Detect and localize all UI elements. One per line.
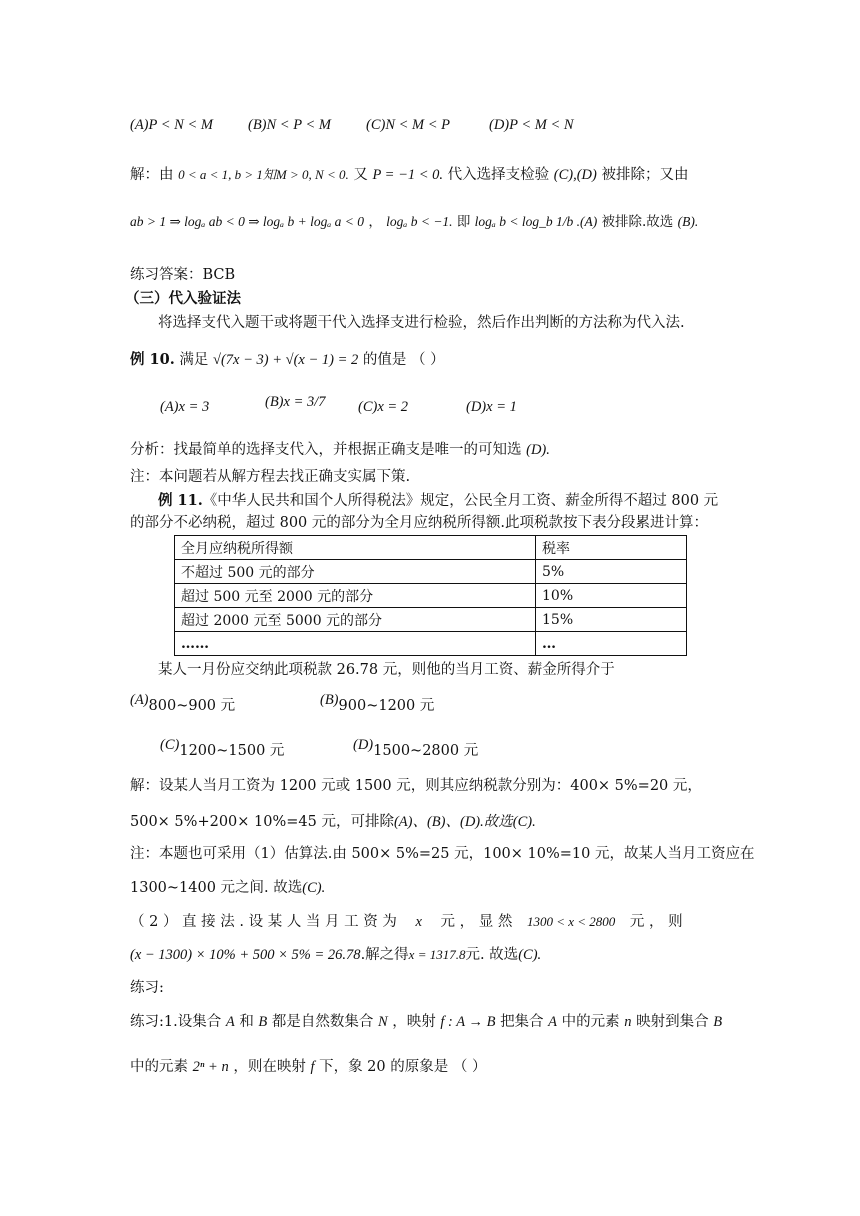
ex11-note-4 xyxy=(130,945,541,965)
ex10-choice-a: (A)x = 3 xyxy=(160,399,210,415)
practice-heading: 练习: xyxy=(130,980,164,996)
table-row xyxy=(175,632,687,656)
solution-math: (B). xyxy=(677,214,699,229)
note-math: x xyxy=(415,914,422,930)
choice-label: (D) xyxy=(353,737,374,753)
ex11-solution-2 xyxy=(130,812,536,832)
solution-text: 被排除.故选 xyxy=(601,214,674,230)
table-cell: 15% xyxy=(536,608,687,632)
section-heading: （三）代入验证法 xyxy=(125,290,241,307)
ex10-choice-d: (D)x = 1 xyxy=(466,399,517,415)
example-text: 的值是 （ ） xyxy=(362,352,445,368)
practice-text: ，则在映射 xyxy=(233,1059,306,1075)
solution-math: logₐ b < −1. xyxy=(386,214,453,229)
choice-label: (C) xyxy=(160,737,180,753)
practice-text: 都是自然数集合 xyxy=(271,1014,374,1030)
solution-text: 500× 5%+200× 10%=45 元，可排除 xyxy=(130,814,394,830)
table-cell: 5% xyxy=(536,560,687,584)
ex11-note-1: 注：本题也可采用（1）估算法.由 500× 5%=25 元，100× 10%=10 元，故某人当月工资应在 xyxy=(130,846,755,862)
table-row xyxy=(175,560,687,584)
solution-text: 解：由 xyxy=(130,167,174,183)
table-cell: 10% xyxy=(536,584,687,608)
note-text: 元. 故选 xyxy=(465,947,519,963)
solution-math: (A)、(B)、(D).故选(C). xyxy=(393,814,536,830)
ex11-solution-1: 解：设某人当月工资为 1200 元或 1500 元，则其应纳税款分别为：400× 5%=20 元， xyxy=(130,778,702,794)
note-text: 1300~1400 元之间. 故选 xyxy=(130,880,303,896)
example-text: 《中华人民共和国个人所得税法》规定，公民全月工资、薪金所得不超过 800 元 xyxy=(202,493,719,509)
practice-math: N xyxy=(378,1014,388,1030)
note-text: 元 ， 显 然 xyxy=(440,914,513,930)
note-text: （ 2 ） 直 接 法 . 设 某 人 当 月 工 资 为 xyxy=(130,914,397,930)
solution-line-1 xyxy=(130,165,688,185)
practice-math: A xyxy=(225,1014,235,1030)
ex10-choice-c: (C)x = 2 xyxy=(358,399,409,415)
solution-text: 被排除；又由 xyxy=(601,167,689,183)
practice-text: 把集合 xyxy=(500,1014,544,1030)
practice-math: n xyxy=(624,1014,632,1030)
ex11-choice-d xyxy=(353,737,479,761)
note-text: 元 ， 则 xyxy=(629,914,683,930)
example-equation: √(7x − 3) + √(x − 1) = 2 xyxy=(213,352,359,368)
table-cell: … xyxy=(536,632,687,656)
note-math: (C). xyxy=(518,947,542,963)
example-11-question: 某人一月份应交纳此项税款 26.78 元，则他的当月工资、薪金所得介于 xyxy=(158,662,615,678)
tax-rate-table xyxy=(174,535,687,656)
choice-a: (A)P < N < M xyxy=(130,117,213,133)
practice-math: B xyxy=(713,1014,723,1030)
ex11-choice-a xyxy=(130,692,236,716)
practice-question-2 xyxy=(130,1057,486,1077)
note-math: (x − 1300) × 10% + 500 × 5% = 26.78 xyxy=(130,947,361,963)
solution-math: logₐ b < log_b 1/b .(A) xyxy=(474,214,598,229)
example-10-note: 注：本问题若从解方程去找正确支实属下策. xyxy=(130,469,411,485)
practice-math: f : A → B xyxy=(440,1014,496,1030)
note-math: 1300 < x < 2800 xyxy=(526,914,616,929)
choice-b: (B)N < P < M xyxy=(248,117,331,133)
table-header-row xyxy=(175,536,687,560)
table-row xyxy=(175,584,687,608)
solution-line-2 xyxy=(130,212,698,232)
example-label: 例 11. xyxy=(158,492,203,509)
choice-value: 1200~1500 元 xyxy=(179,743,285,759)
example-11-line-1 xyxy=(158,491,718,511)
practice-text: 下，象 20 的原象是 （ ） xyxy=(319,1059,487,1075)
choice-value: 1500~2800 元 xyxy=(373,743,479,759)
solution-math: 0 < a < 1, b > 1知M > 0, N < 0. xyxy=(178,167,349,182)
table-header-cell: 税率 xyxy=(536,536,687,560)
practice-answer: 练习答案：BCB xyxy=(130,267,236,283)
solution-text: 代入选择支检验 xyxy=(447,167,550,183)
practice-text: 中的元素 xyxy=(561,1014,620,1030)
choice-c: (C)N < M < P xyxy=(366,117,451,133)
solution-text: 又 xyxy=(353,167,368,183)
ex11-note-3 xyxy=(130,912,683,932)
choice-d: (D)P < M < N xyxy=(489,117,574,133)
practice-text: 和 xyxy=(239,1014,254,1030)
table-cell: 超过 500 元至 2000 元的部分 xyxy=(175,584,536,608)
solution-text: 即 xyxy=(456,214,471,230)
analysis-text: 分析：找最简单的选择支代入，并根据正确支是唯一的可知选 xyxy=(130,442,522,458)
solution-math: (C),(D) xyxy=(553,167,597,183)
example-label: 例 10. xyxy=(130,351,175,368)
note-math: (C). xyxy=(302,880,326,896)
table-cell: …… xyxy=(175,632,536,656)
example-10-analysis xyxy=(130,440,550,460)
example-10-question xyxy=(130,350,445,370)
example-11-line-2: 的部分不必纳税，超过 800 元的部分为全月应纳税所得额.此项税款按下表分段累进计算： xyxy=(130,515,708,531)
solution-math: P = −1 < 0. xyxy=(372,167,444,183)
ex11-choice-c xyxy=(160,737,285,761)
choice-value: 900~1200 元 xyxy=(338,698,435,714)
table-cell: 不超过 500 元的部分 xyxy=(175,560,536,584)
table-row xyxy=(175,608,687,632)
note-math: x = 1317.8 xyxy=(408,947,466,962)
practice-text: 映射到集合 xyxy=(636,1014,709,1030)
ex10-choice-b: (B)x = 3/7 xyxy=(265,394,326,410)
practice-text: 练习:1.设集合 xyxy=(130,1014,222,1030)
practice-math: A xyxy=(548,1014,558,1030)
analysis-choice: (D). xyxy=(526,442,550,458)
practice-math: B xyxy=(258,1014,268,1030)
solution-text: ， xyxy=(368,214,382,230)
choice-value: 800~900 元 xyxy=(148,698,236,714)
table-header-cell: 全月应纳税所得额 xyxy=(175,536,536,560)
practice-text: 中的元素 xyxy=(130,1059,188,1075)
note-text: .解之得 xyxy=(360,947,409,963)
example-text: 满足 xyxy=(179,352,209,368)
ex11-note-2 xyxy=(130,878,325,898)
choice-label: (B) xyxy=(320,692,339,708)
practice-math: f xyxy=(310,1059,315,1075)
section-intro: 将选择支代入题干或将题干代入选择支进行检验，然后作出判断的方法称为代入法. xyxy=(158,315,685,331)
table-cell: 超过 2000 元至 5000 元的部分 xyxy=(175,608,536,632)
choice-label: (A) xyxy=(130,692,149,708)
solution-math: ab > 1 ⇒ logₐ ab < 0 ⇒ logₐ b + logₐ a < 0 xyxy=(130,214,365,229)
ex11-choice-b xyxy=(320,692,435,716)
practice-text: ，映射 xyxy=(392,1014,436,1030)
practice-question-1 xyxy=(130,1012,722,1032)
practice-math: 2ⁿ + n xyxy=(192,1059,229,1075)
